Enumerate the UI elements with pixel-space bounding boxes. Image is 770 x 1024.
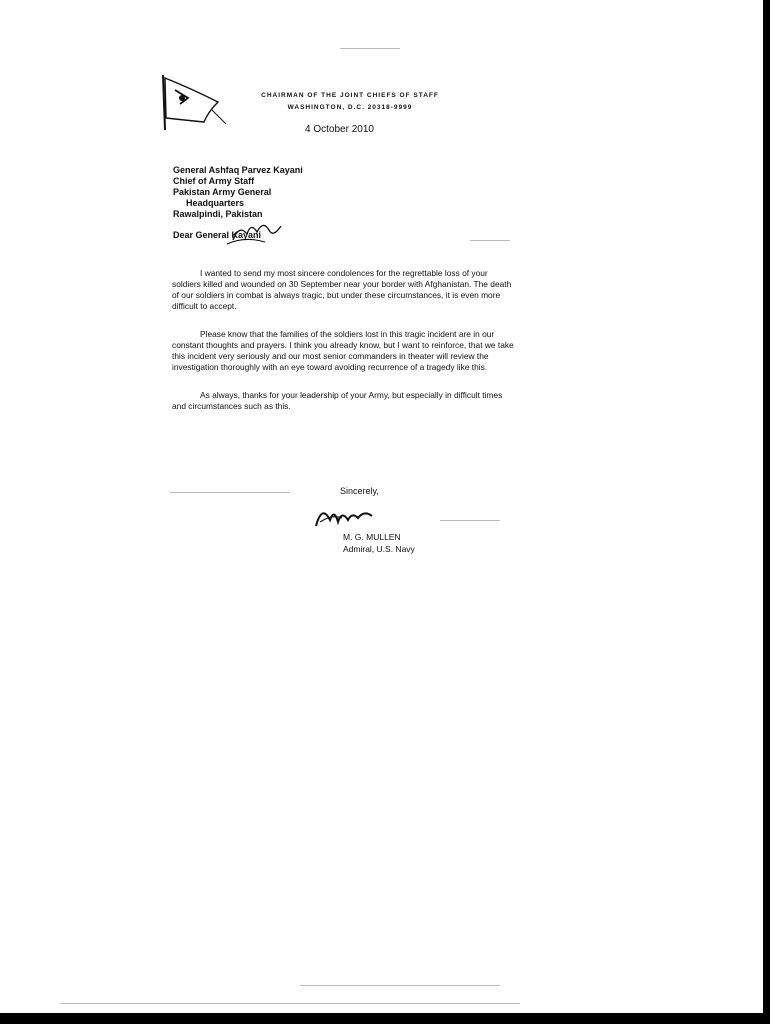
chairman-flag-emblem xyxy=(160,72,230,134)
scan-speckle xyxy=(440,520,500,521)
letterhead xyxy=(230,90,470,114)
signer-rank: Admiral, U.S. Navy xyxy=(343,544,415,554)
letterhead-office: CHAIRMAN OF THE JOINT CHIEFS OF STAFF xyxy=(261,92,439,99)
letter-date: 4 October 2010 xyxy=(305,124,374,135)
body-paragraph-2: Please know that the families of the soldiers lost in this tragic incident are in our constant thoughts and prayers. I think you already know, but I want to reinforce, that we take this incident very seriously and our most senior commanders in theater will review the investigation thoroughly with an eye toward avoiding recurrence of a tragedy like this. xyxy=(172,329,514,372)
signature-block xyxy=(343,531,415,555)
scan-speckle xyxy=(170,492,290,493)
letter-body xyxy=(172,268,514,429)
recipient-org: Pakistan Army General xyxy=(173,187,272,197)
scan-speckle xyxy=(470,240,510,241)
signer-name: M. G. MULLEN xyxy=(343,532,401,542)
recipient-org-2: Headquarters xyxy=(186,198,245,208)
recipient-name: General Ashfaq Parvez Kayani xyxy=(173,165,303,175)
body-paragraph-3: As always, thanks for your leadership of your Army, but especially in difficult times and circumstances such as this. xyxy=(172,390,503,411)
handwritten-salutation-mark xyxy=(225,218,285,246)
body-paragraph-1: I wanted to send my most sincere condolences for the regrettable loss of your soldiers killed and wounded on 30 September near your border with Afghanistan. The death of our soldiers in combat is always tragic, but under these circumstances, it is even more difficult to accept. xyxy=(172,268,512,311)
recipient-title: Chief of Army Staff xyxy=(173,176,255,186)
scan-speckle xyxy=(60,1003,520,1004)
letterhead-address: WASHINGTON, D.C. 20318-9999 xyxy=(287,104,413,111)
recipient-location: Rawalpindi, Pakistan xyxy=(173,209,263,219)
scan-speckle xyxy=(340,48,400,49)
closing: Sincerely, xyxy=(340,486,379,496)
handwritten-signature xyxy=(312,500,382,530)
salutation: Dear General Kayani xyxy=(173,230,262,240)
scan-speckle xyxy=(300,985,500,986)
